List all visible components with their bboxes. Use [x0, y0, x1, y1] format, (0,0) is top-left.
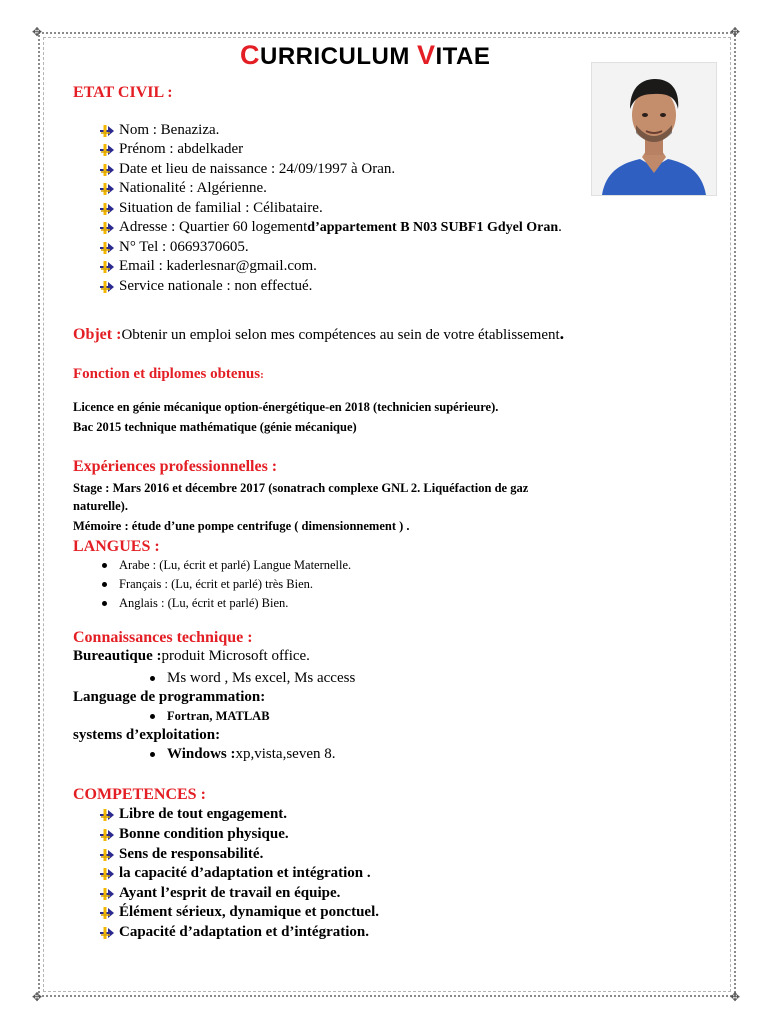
etat-civil-text: Adresse : Quartier 60 logement [119, 219, 308, 235]
arrow-bullet-icon [98, 887, 116, 901]
title-word-2: ITAE [435, 43, 491, 70]
langue-item-francais [102, 577, 313, 592]
arrow-bullet-icon [98, 241, 116, 255]
corner-ornament-icon: ✥ [32, 25, 43, 39]
page-title [240, 40, 490, 71]
arrow-bullet-icon [98, 828, 116, 842]
etat-civil-item [98, 180, 267, 197]
bullet-icon [102, 563, 107, 568]
etat-civil-item [98, 239, 249, 256]
bureautique-line [73, 648, 310, 665]
bureautique-label: Bureautique : [73, 648, 162, 664]
arrow-bullet-icon [98, 926, 116, 940]
experiences-heading: Expériences professionnelles : [73, 458, 278, 475]
competence-text: Élément sérieux, dynamique et ponctuel. [119, 904, 379, 920]
competences-heading: COMPETENCES : [73, 786, 206, 803]
competence-item [98, 826, 289, 843]
diploma-bac: Bac 2015 technique mathématique (génie mécanique) [73, 420, 357, 434]
etat-civil-text: Date et lieu de naissance : 24/09/1997 à Oran. [119, 161, 396, 177]
competence-text: Ayant l’esprit de travail en équipe. [119, 885, 341, 901]
fonction-heading [73, 366, 264, 383]
competence-text: Bonne condition physique. [119, 826, 289, 842]
windows-item [150, 746, 335, 763]
langue-item-arabe [102, 558, 351, 573]
diploma-licence: Licence en génie mécanique option-énergétique-en 2018 (technicien supérieure). [73, 400, 499, 414]
etat-civil-text: Service nationale : non effectué. [119, 278, 313, 294]
arrow-bullet-icon [98, 906, 116, 920]
arrow-bullet-icon [98, 887, 116, 901]
title-word-1: URRICULUM [260, 43, 417, 70]
arrow-bullet-icon [98, 202, 116, 216]
fonction-heading-colon: : [260, 369, 264, 381]
arrow-bullet-icon [98, 182, 116, 196]
competence-item [98, 865, 371, 882]
connaissances-heading: Connaissances technique : [73, 629, 253, 646]
arrow-bullet-icon [98, 143, 116, 157]
etat-civil-item [98, 278, 312, 295]
title-initial-c: C [240, 40, 260, 70]
etat-civil-text: Nom : Benaziza. [119, 122, 220, 138]
competence-item [98, 924, 369, 941]
arrow-bullet-icon [98, 867, 116, 881]
etat-civil-text: Email : kaderlesnar@gmail.com. [119, 258, 317, 274]
arrow-bullet-icon [98, 241, 116, 255]
profile-photo [591, 62, 717, 196]
arrow-bullet-icon [98, 280, 116, 294]
windows-text: xp,vista,seven 8. [235, 746, 336, 762]
corner-ornament-icon: ✥ [730, 25, 741, 39]
langue-text: Anglais : (Lu, écrit et parlé) Bien. [119, 596, 289, 610]
arrow-bullet-icon [98, 926, 116, 940]
memoire-line: Mémoire : étude d’une pompe centrifuge ( dimensionnement ) . [73, 519, 410, 533]
arrow-bullet-icon [98, 202, 116, 216]
arrow-bullet-icon [98, 867, 116, 881]
langue-text: Français : (Lu, écrit et parlé) très Bien. [119, 577, 314, 591]
etat-civil-item [98, 200, 323, 217]
programmation-item [150, 709, 270, 724]
competence-item [98, 904, 379, 921]
competence-text: Sens de responsabilité. [119, 846, 264, 862]
arrow-bullet-icon [98, 848, 116, 862]
bullet-icon [150, 676, 155, 681]
arrow-bullet-icon [98, 906, 116, 920]
arrow-bullet-icon [98, 143, 116, 157]
objet-end: . [559, 323, 565, 343]
competence-item [98, 806, 287, 823]
competence-text: Libre de tout engagement. [119, 806, 288, 822]
etat-civil-text: Nationalité : Algérienne. [119, 180, 267, 196]
etat-civil-text: Prénom : abdelkader [119, 141, 244, 157]
etat-civil-heading: ETAT CIVIL : [73, 84, 173, 101]
stage-line-2: naturelle). [73, 499, 128, 513]
arrow-bullet-icon [98, 221, 116, 235]
bullet-icon [102, 601, 107, 606]
title-initial-v: V [416, 40, 436, 70]
competence-item [98, 885, 340, 902]
arrow-bullet-icon [98, 828, 116, 842]
address-bold-text: d’appartement B N03 SUBF1 Gdyel Oran [307, 219, 559, 235]
objet-label: Objet : [73, 326, 122, 343]
etat-civil-item [98, 141, 243, 158]
arrow-bullet-icon [98, 808, 116, 822]
corner-ornament-icon: ✥ [730, 990, 741, 1004]
langue-item-anglais [102, 596, 288, 611]
arrow-bullet-icon [98, 182, 116, 196]
competence-text: Capacité d’adaptation et d’intégration. [119, 924, 369, 940]
etat-civil-item [98, 219, 562, 236]
competence-text: la capacité d’adaptation et intégration . [119, 865, 371, 881]
arrow-bullet-icon [98, 163, 116, 177]
etat-civil-text: N° Tel : 0669370605. [119, 239, 249, 255]
langues-heading: LANGUES : [73, 538, 160, 555]
windows-label: Windows : [167, 746, 236, 762]
stage-line-1: Stage : Mars 2016 et décembre 2017 (sonatrach complexe GNL 2. Liquéfaction de gaz [73, 481, 529, 495]
bullet-icon [102, 582, 107, 587]
arrow-bullet-icon [98, 124, 116, 138]
langue-text: Arabe : (Lu, écrit et parlé) Langue Maternelle. [119, 558, 352, 572]
etat-civil-item [98, 161, 395, 178]
arrow-bullet-icon [98, 260, 116, 274]
arrow-bullet-icon [98, 848, 116, 862]
programmation-label: Language de programmation: [73, 689, 266, 705]
arrow-bullet-icon [98, 280, 116, 294]
programmation-item-text: Fortran, MATLAB [167, 709, 270, 723]
objet-text: Obtenir un emploi selon mes compétences au sein de votre établissement [121, 327, 560, 343]
systems-label: systems d’exploitation: [73, 727, 221, 743]
bullet-icon [150, 752, 155, 757]
fonction-heading-text: Fonction et diplomes obtenus [73, 366, 261, 382]
arrow-bullet-icon [98, 221, 116, 235]
competence-item [98, 846, 263, 863]
etat-civil-item [98, 258, 317, 275]
bureautique-item-text: Ms word , Ms excel, Ms access [167, 670, 356, 686]
corner-ornament-icon: ✥ [32, 990, 43, 1004]
objet-line [73, 323, 564, 344]
bureautique-item [150, 670, 355, 687]
portrait-image [592, 63, 716, 195]
etat-civil-text: Situation de familial : Célibataire. [119, 200, 323, 216]
bureautique-text: produit Microsoft office. [161, 648, 310, 664]
address-end: . [558, 219, 562, 235]
arrow-bullet-icon [98, 124, 116, 138]
etat-civil-item [98, 122, 219, 139]
bullet-icon [150, 714, 155, 719]
arrow-bullet-icon [98, 808, 116, 822]
arrow-bullet-icon [98, 163, 116, 177]
arrow-bullet-icon [98, 260, 116, 274]
